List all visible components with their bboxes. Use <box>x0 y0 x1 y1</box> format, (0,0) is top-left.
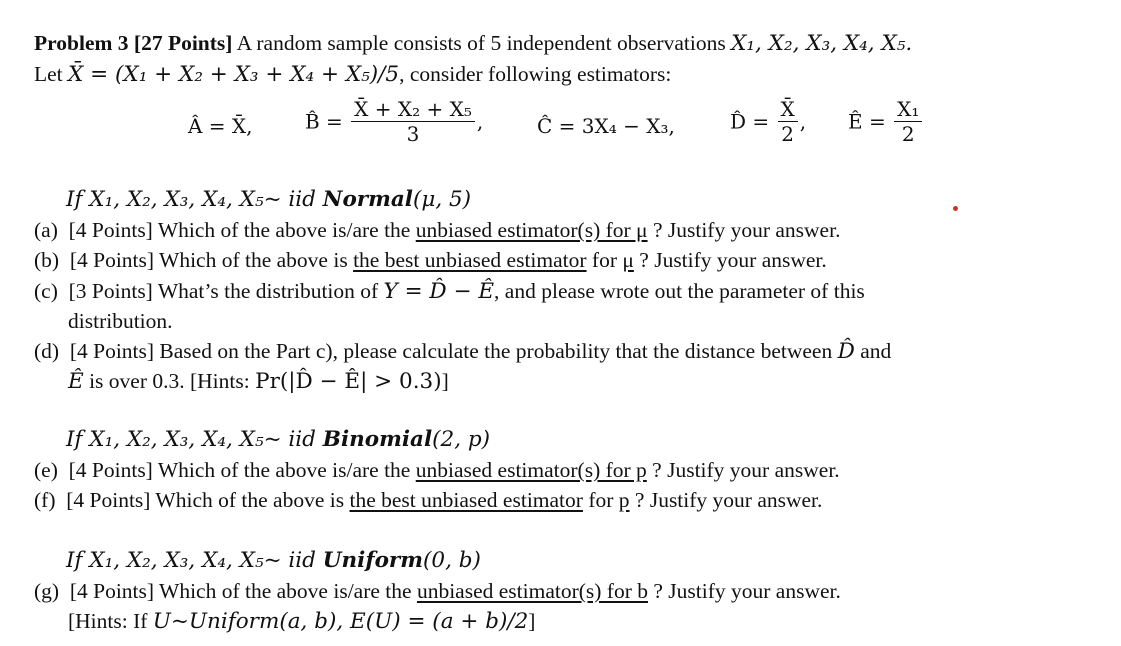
question-g: (g) [4 Points] Which of the above is/are the unbiased estimator(s) for b ? Justify your answer. <box>34 579 841 603</box>
estimator-d: D̂ = $\frac{X̄}{2}$ , <box>730 97 807 146</box>
question-f: (f) [4 Points] Which of the above is the best unbiased estimator for p ? Justify your answer. <box>34 488 823 512</box>
question-g-hint: [Hints: If U~Uniform(a, b), E(U) = (a + b)/2] <box>68 609 536 634</box>
problem-intro: A random sample consists of 5 independent observations <box>232 31 732 55</box>
question-c-continued: distribution. <box>68 309 173 333</box>
observations: X₁, X₂, X₃, X₄, X₅. <box>731 31 913 56</box>
question-d-continued: Ê is over 0.3. [Hints: Pr(|D̂ − Ê| > 0.3)] <box>68 369 449 394</box>
let-suffix: , consider following estimators: <box>399 62 672 86</box>
estimator-c: Ĉ = 3X₄ − X₃, <box>537 114 675 138</box>
binomial-header: If X₁, X₂, X₃, X₄, X₅~ iid Binomial(2, p) <box>66 427 491 452</box>
problem-title: Problem 3 [27 Points] <box>34 31 233 55</box>
estimator-a: Â = X̄, <box>188 114 253 138</box>
stray-dot <box>953 206 958 211</box>
estimator-b: B̂ = $\frac{\text{X̄ + X₂ + X₅}}{3}$ , <box>305 97 484 146</box>
estimator-e: Ê = $\frac{\text{X₁}}{2}$ <box>848 97 924 146</box>
let-prefix: Let <box>34 62 69 86</box>
question-b: (b) [4 Points] Which of the above is the best unbiased estimator for μ ? Justify your answer. <box>34 248 827 272</box>
uniform-header: If X₁, X₂, X₃, X₄, X₅~ iid Uniform(0, b) <box>66 548 481 573</box>
xbar-definition: X̄ = (X₁ + X₂ + X₃ + X₄ + X₅)/5 <box>68 62 400 87</box>
question-e: (e) [4 Points] Which of the above is/are the unbiased estimator(s) for p ? Justify your answer. <box>34 458 840 482</box>
let-line <box>34 61 671 88</box>
estimator-d-fraction: $\frac{X̄}{2}$ <box>778 97 798 146</box>
question-a: (a) [4 Points] Which of the above is/are the unbiased estimator(s) for μ ? Justify your answer. <box>34 218 841 242</box>
problem-title-line <box>34 30 912 57</box>
question-c: (c) [3 Points] What’s the distribution of Y = D̂ − Ê, and please wrote out the parameter of this <box>34 279 865 304</box>
estimator-b-fraction: $\frac{\text{X̄ + X₂ + X₅}}{3}$ <box>351 97 475 146</box>
question-d: (d) [4 Points] Based on the Part c), please calculate the probability that the distance between D̂ and <box>34 339 892 364</box>
estimator-e-fraction: $\frac{\text{X₁}}{2}$ <box>894 97 922 146</box>
normal-header: If X₁, X₂, X₃, X₄, X₅~ iid Normal(μ, 5) <box>66 187 472 212</box>
